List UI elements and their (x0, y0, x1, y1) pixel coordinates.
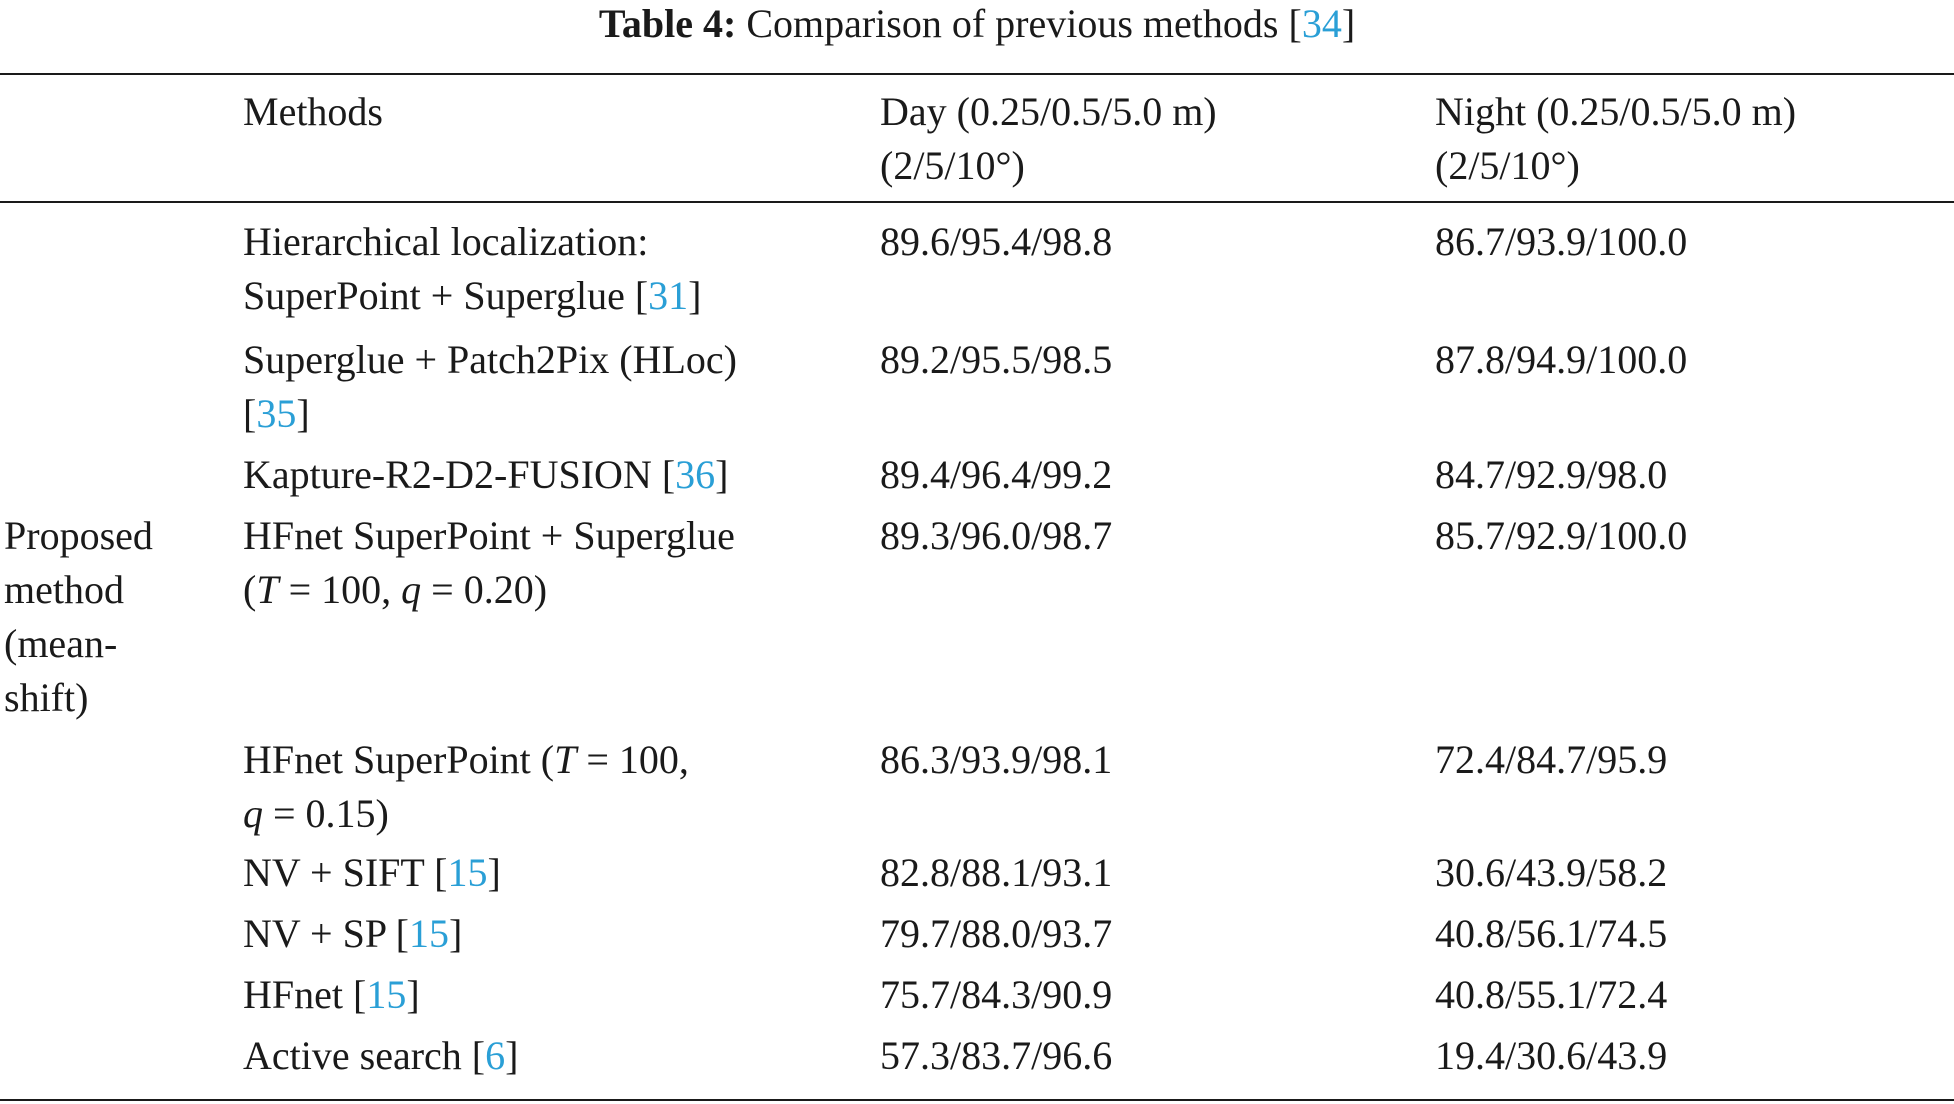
header-night-line1: Night (0.25/0.5/5.0 m) (1435, 89, 1797, 134)
header-night (1435, 85, 1796, 193)
method-line (243, 269, 701, 323)
method-line (243, 733, 689, 787)
method-text: HFnet SuperPoint ( (243, 737, 555, 782)
table-row-9-method (243, 1029, 518, 1083)
bottom-rule (0, 1099, 1954, 1101)
method-line (243, 787, 689, 841)
table-row-5-night: 72.4/84.7/95.9 (1435, 737, 1668, 782)
caption-label: Table 4: (598, 1, 737, 46)
param-text: = 0.20) (421, 567, 548, 612)
method-close: ] (406, 972, 420, 1017)
method-line: Superglue + Patch2Pix (HLoc) (243, 337, 737, 382)
group-label-line1: Proposed (4, 513, 153, 558)
caption-reference-link[interactable]: 34 (1301, 1, 1342, 46)
method-text: Kapture-R2-D2-FUSION [ (243, 452, 676, 497)
method-line (243, 387, 737, 441)
table-row-2-night: 87.8/94.9/100.0 (1435, 337, 1688, 382)
method-text: HFnet [ (243, 972, 367, 1017)
param-text: = 100, (278, 567, 402, 612)
table-row-9-day: 57.3/83.7/96.6 (880, 1033, 1113, 1078)
reference-link[interactable]: 35 (256, 391, 297, 436)
method-close: ] (296, 391, 310, 436)
header-night-line2: (2/5/10°) (1435, 143, 1580, 188)
table-row-8-night: 40.8/55.1/72.4 (1435, 972, 1668, 1017)
reference-link[interactable]: 36 (675, 452, 716, 497)
table-row-3-night: 84.7/92.9/98.0 (1435, 452, 1668, 497)
table-row-9-night: 19.4/30.6/43.9 (1435, 1033, 1668, 1078)
method-text: Active search [ (243, 1033, 486, 1078)
math-variable-q: q (401, 567, 422, 612)
table-row-2-day: 89.2/95.5/98.5 (880, 337, 1113, 382)
top-rule (0, 73, 1954, 75)
table-row-2-method (243, 333, 737, 441)
method-text: NV + SP [ (243, 911, 409, 956)
header-rule (0, 201, 1954, 203)
param-text: = 0.15) (263, 791, 389, 836)
table-row-7-method (243, 907, 462, 961)
method-text: [ (243, 391, 257, 436)
method-line: HFnet SuperPoint + Superglue (243, 513, 735, 558)
table-row-5-method (243, 733, 689, 841)
table-caption (0, 0, 1954, 48)
header-methods: Methods (243, 89, 383, 134)
method-close: ] (688, 273, 702, 318)
param-text: = 100, (576, 737, 689, 782)
caption-close: ] (1341, 1, 1356, 46)
math-variable-q: q (243, 791, 263, 836)
table-row-1-day: 89.6/95.4/98.8 (880, 219, 1113, 264)
math-variable-t: T (256, 567, 279, 612)
table-row-8-method (243, 968, 420, 1022)
group-label-line2: method (4, 567, 124, 612)
method-close: ] (448, 911, 463, 956)
table-row-3-method (243, 448, 728, 502)
group-label (4, 509, 153, 725)
header-day (880, 85, 1217, 193)
method-text: NV + SIFT [ (243, 850, 448, 895)
table-row-6-method (243, 846, 501, 900)
table-row-1-method (243, 215, 701, 323)
group-label-line3: (mean- (4, 621, 118, 666)
paren-open: ( (243, 567, 257, 612)
table-row-8-day: 75.7/84.3/90.9 (880, 972, 1113, 1017)
table-row-6-day: 82.8/88.1/93.1 (880, 850, 1113, 895)
header-day-line2: (2/5/10°) (880, 143, 1025, 188)
method-line: Hierarchical localization: (243, 219, 649, 264)
table-row-3-day: 89.4/96.4/99.2 (880, 452, 1113, 497)
math-variable-t: T (554, 737, 577, 782)
table-row-4-night: 85.7/92.9/100.0 (1435, 513, 1688, 558)
table-row-7-day: 79.7/88.0/93.7 (880, 911, 1113, 956)
table-row-4-day: 89.3/96.0/98.7 (880, 513, 1113, 558)
method-close: ] (487, 850, 501, 895)
table-row-7-night: 40.8/56.1/74.5 (1435, 911, 1668, 956)
table-row-1-night: 86.7/93.9/100.0 (1435, 219, 1688, 264)
reference-link[interactable]: 15 (447, 850, 488, 895)
caption-text: Comparison of previous methods [ (746, 1, 1302, 46)
reference-link[interactable]: 15 (408, 911, 449, 956)
method-close: ] (505, 1033, 519, 1078)
group-label-line4: shift) (4, 675, 89, 720)
table-row-6-night: 30.6/43.9/58.2 (1435, 850, 1668, 895)
method-close: ] (715, 452, 729, 497)
reference-link[interactable]: 15 (366, 972, 407, 1017)
table-row-4-method (243, 509, 735, 617)
method-text: SuperPoint + Superglue [ (243, 273, 649, 318)
reference-link[interactable]: 6 (485, 1033, 506, 1078)
header-day-line1: Day (0.25/0.5/5.0 m) (880, 89, 1217, 134)
method-line (243, 563, 735, 617)
reference-link[interactable]: 31 (648, 273, 689, 318)
table-row-5-day: 86.3/93.9/98.1 (880, 737, 1113, 782)
